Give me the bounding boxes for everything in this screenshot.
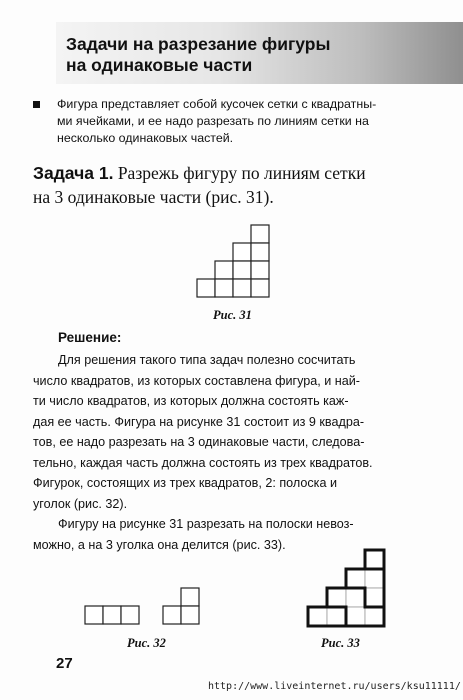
figure-31-caption: Рис. 31	[213, 308, 252, 322]
strip-cell	[103, 606, 121, 624]
section-title	[66, 34, 330, 76]
task-line-2: на 3 одинаковые части (рис. 31).	[33, 187, 274, 207]
intro-line: ми ячейками, и ее надо разрезать по линиям сетки на	[57, 114, 369, 128]
grid-cell	[251, 225, 269, 243]
source-url: http://www.liveinternet.ru/users/ksu11111/	[208, 681, 461, 692]
corner-cell	[181, 588, 199, 606]
intro-line: несколько одинаковых частей.	[57, 131, 234, 145]
task-statement	[33, 161, 443, 209]
figure-32-caption: Рис. 32	[127, 636, 166, 650]
task-text-1: Разрежь фигуру по линиям сетки	[117, 163, 366, 183]
solution-line: число квадратов, из которых составлена фигура, и най-	[33, 373, 360, 388]
corner-cell	[163, 606, 181, 624]
grid-cell	[365, 607, 384, 626]
grid-cell	[365, 569, 384, 588]
solution-text	[33, 350, 443, 555]
solution-line: тов, ее надо разрезать на 3 одинаковые части, следова-	[33, 435, 365, 449]
grid-cell	[251, 279, 269, 297]
section-title-line-1: Задачи на разрезание фигуры	[66, 34, 331, 54]
solution-line: тельно, каждая часть должна состоять из трех квадратов.	[33, 455, 373, 470]
grid-cell	[327, 588, 346, 607]
grid-cell	[251, 261, 269, 279]
grid-cell	[215, 279, 233, 297]
grid-cell	[346, 588, 365, 607]
corner-cell	[181, 606, 199, 624]
solution-line: Для решения такого типа задач полезно сосчитать	[58, 353, 356, 367]
grid-cell	[308, 607, 327, 626]
grid-cell	[365, 550, 384, 569]
intro-paragraph	[33, 96, 443, 147]
solution-line: дая ее часть. Фигура на рисунке 31 состоит из 9 квадра-	[33, 414, 365, 429]
solution-line: уголок (рис. 32).	[33, 496, 128, 511]
solution-line: Фигурок, состоящих из трех квадратов, 2: полоска и	[33, 476, 337, 490]
task-line-1	[33, 161, 443, 185]
grid-cell	[346, 607, 365, 626]
solution-line: ти число квадратов, из которых должна состоять каж-	[33, 394, 349, 408]
grid-cell	[215, 261, 233, 279]
grid-cell	[365, 588, 384, 607]
figure-33	[306, 548, 386, 628]
grid-cell	[346, 569, 365, 588]
square-bullet-icon	[33, 101, 40, 108]
grid-cell	[233, 279, 251, 297]
solution-heading: Решение:	[58, 330, 122, 345]
section-title-line-2: на одинаковые части	[66, 55, 253, 75]
grid-cell	[233, 243, 251, 261]
intro-line: Фигура представляет собой кусочек сетки с квадратны-	[57, 97, 377, 111]
grid-cell	[197, 279, 215, 297]
page-number: 27	[56, 655, 73, 672]
figure-31	[196, 224, 272, 300]
solution-line: Фигуру на рисунке 31 разрезать на полоски невоз-	[58, 517, 354, 531]
strip-cell	[121, 606, 139, 624]
task-label: Задача 1.	[33, 163, 114, 183]
grid-cell	[251, 243, 269, 261]
grid-cell	[327, 607, 346, 626]
solution-line: можно, а на 3 уголка она делится (рис. 33).	[33, 537, 286, 552]
strip-cell	[85, 606, 103, 624]
grid-cell	[233, 261, 251, 279]
figure-32	[84, 585, 206, 627]
figure-33-caption: Рис. 33	[321, 636, 360, 650]
